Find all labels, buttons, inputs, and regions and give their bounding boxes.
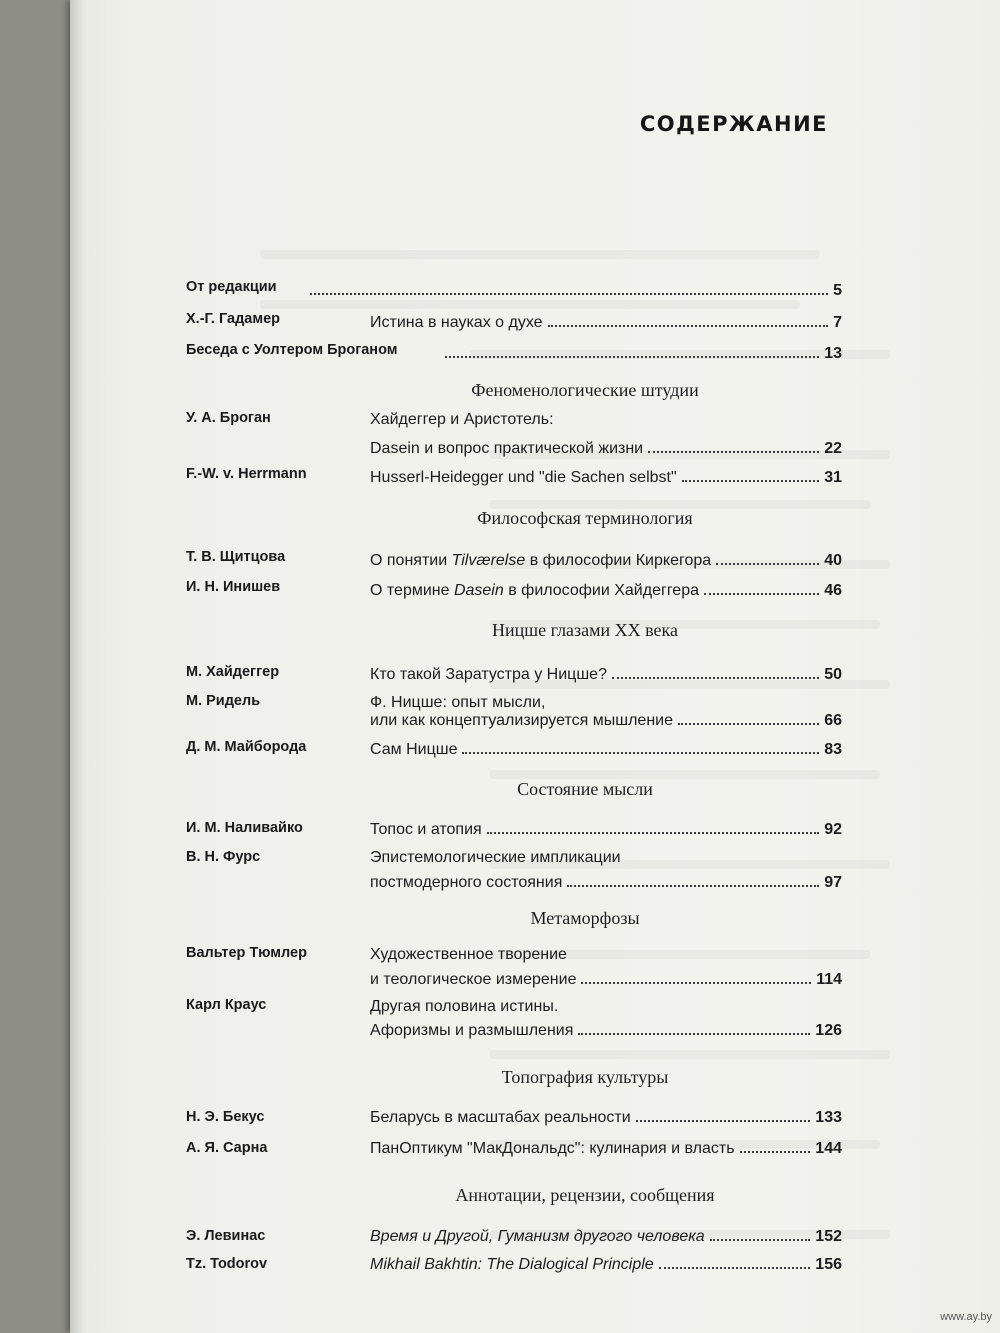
toc-entry[interactable]: Mikhail Bakhtin: The Dialogical Principle 156 (370, 1256, 842, 1273)
page-number: 31 (824, 469, 842, 486)
toc-entry[interactable]: Афоризмы и размышления 126 (370, 1022, 842, 1039)
page-number: 92 (824, 821, 842, 838)
toc-author: И. М. Наливайко (186, 820, 303, 836)
toc-entry[interactable]: Сам Ницше 83 (370, 741, 842, 758)
page-number: 22 (824, 440, 842, 457)
toc-entry[interactable]: ПанОптикум "МакДональдс": кулинария и власть 144 (370, 1140, 842, 1157)
toc-author: Д. М. Майборода (186, 739, 307, 755)
toc-entry[interactable]: и теологическое измерение 114 (370, 971, 842, 988)
toc-entry-line1: Другая половина истины. (370, 998, 559, 1015)
toc-entry-line1: Художественное творение (370, 946, 567, 963)
toc-entry[interactable]: Беларусь в масштабах реальности 133 (370, 1109, 842, 1126)
section-heading: Феноменологические штудии (471, 380, 699, 400)
page-number: 156 (815, 1256, 842, 1273)
toc-author: Беседа с Уолтером Броганом (186, 342, 398, 358)
toc-entry[interactable]: Время и Другой, Гуманизм другого человека 152 (370, 1228, 842, 1245)
page-number: 114 (816, 971, 842, 988)
toc-entry[interactable]: Husserl-Heidegger und "die Sachen selbst" 31 (370, 469, 842, 486)
page-number: 126 (815, 1022, 842, 1039)
toc-author: М. Хайдеггер (186, 664, 280, 680)
site-watermark: www.ay.by (940, 1311, 992, 1323)
page-number: 7 (833, 314, 842, 331)
toc-entry[interactable]: Кто такой Заратустра у Ницше? 50 (370, 666, 842, 683)
toc-entry[interactable]: Dasein и вопрос практической жизни 22 (370, 440, 842, 457)
toc-author: Х.-Г. Гадамер (186, 311, 281, 327)
toc-author: Н. Э. Бекус (186, 1109, 265, 1125)
section-heading: Философская терминология (477, 508, 693, 528)
toc-entry[interactable] (305, 276, 842, 300)
toc-author: Вальтер Тюмлер (186, 945, 307, 961)
toc-author: Карл Краус (186, 997, 267, 1013)
toc-author: Т. В. Щитцова (186, 549, 286, 565)
toc-entry[interactable]: О термине Dasein в философии Хайдеггера 46 (370, 582, 842, 599)
page-number: 133 (815, 1109, 842, 1126)
toc-entry-line1: Эпистемологические импликации (370, 849, 621, 866)
page-number: 152 (815, 1228, 842, 1245)
toc-entry[interactable]: О понятии Tilværelse в философии Киркегора 40 (370, 552, 842, 569)
toc-author: F.-W. v. Herrmann (186, 466, 307, 482)
toc-author: Tz. Todorov (186, 1256, 268, 1272)
page-number: 97 (824, 874, 842, 891)
page-number: 40 (824, 552, 842, 569)
toc-entry-line1: Ф. Ницше: опыт мысли, (370, 694, 546, 711)
toc-entry[interactable] (440, 339, 842, 363)
toc-author: М. Ридель (186, 693, 261, 709)
toc-author: Э. Левинас (186, 1228, 266, 1244)
section-heading: Аннотации, рецензии, сообщения (455, 1185, 715, 1205)
toc-author: От редакции (186, 279, 277, 295)
page-number: 66 (824, 712, 842, 729)
section-heading: Топография культуры (501, 1067, 669, 1087)
toc-author: В. Н. Фурс (186, 849, 261, 865)
toc-entry-line1: Хайдеггер и Аристотель: (370, 411, 554, 428)
page-number: 50 (824, 666, 842, 683)
toc-entry[interactable] (370, 308, 842, 332)
toc-author: И. Н. Инишев (186, 579, 281, 595)
page-number: 144 (815, 1140, 842, 1157)
section-heading: Состояние мысли (517, 779, 653, 799)
page-number: 13 (824, 345, 842, 362)
toc-author: У. А. Броган (186, 410, 271, 426)
toc-entry[interactable]: или как концептуализируется мышление 66 (370, 712, 842, 729)
toc-entry[interactable]: постмодерного состояния 97 (370, 874, 842, 891)
page-number: 46 (824, 582, 842, 599)
toc-entry[interactable]: Топос и атопия 92 (370, 821, 842, 838)
section-heading: Ницше глазами XX века (491, 620, 679, 640)
page-number: 83 (824, 741, 842, 758)
section-heading: Метаморфозы (530, 908, 640, 928)
toc-title: СОДЕРЖАНИЕ (639, 112, 828, 136)
entry-title: Истина в науках о духе (370, 314, 543, 331)
toc-author: А. Я. Сарна (186, 1140, 268, 1156)
page-number: 5 (833, 282, 842, 299)
